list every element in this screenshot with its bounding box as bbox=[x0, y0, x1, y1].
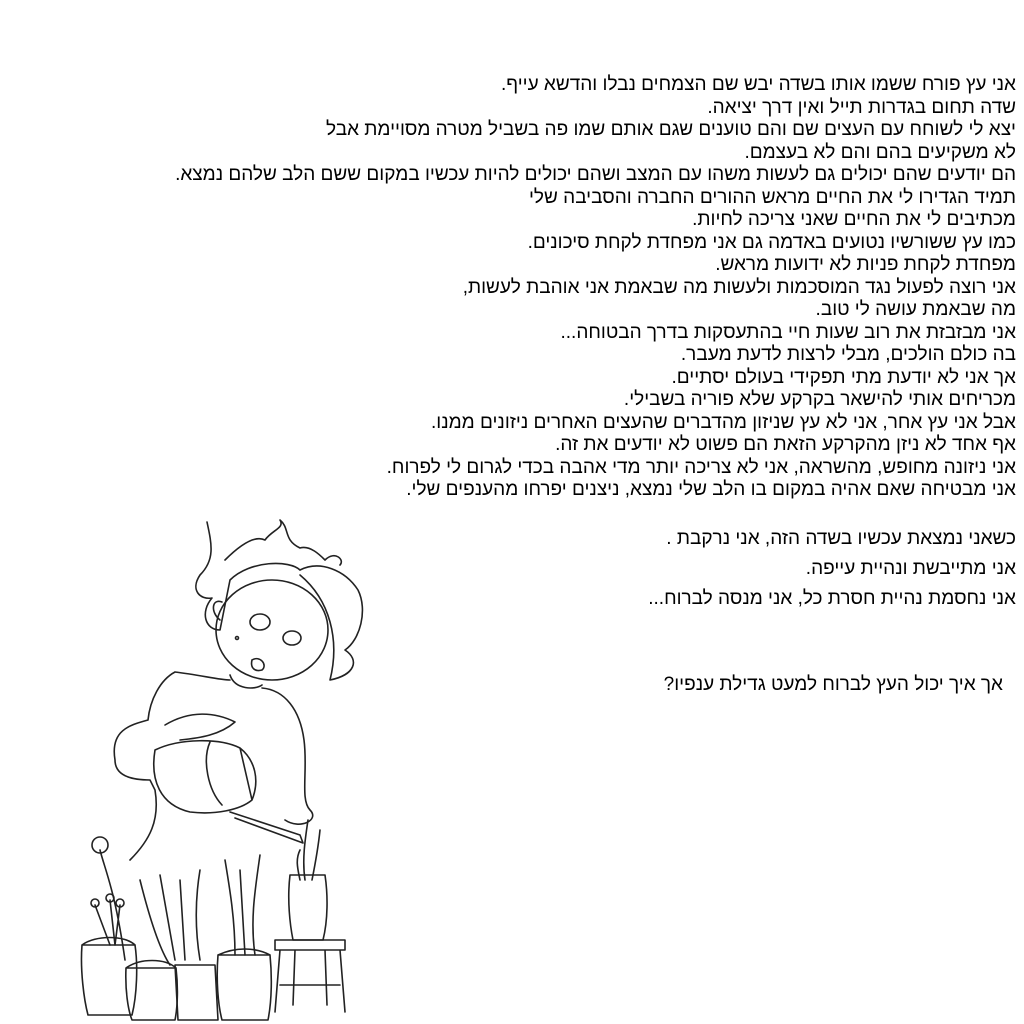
arm bbox=[165, 714, 235, 740]
poem-line: אני ניזונה מחופש, מהשראה, אני לא צריכה יותר מדי אהבה בכדי לגרום לי לפרוח. bbox=[386, 456, 1016, 478]
poem-line: אני נחסמת נהיית חסרת כל, אני מנסה לברוח... bbox=[648, 588, 1016, 609]
pot bbox=[217, 949, 271, 1020]
poem-line: הם יודעים שהם יכולים גם לעשות משהו עם המצב ושהם יכולים להיות עכשיו במקום ששם הלב שלהם נמצא. bbox=[175, 164, 1016, 185]
poem-line: אך אני לא יודעת מתי תפקידי בעולם יסתיים. bbox=[671, 366, 1016, 388]
poem-line: יצא לי לשוחח עם העצים שם והם טוענים שגם אותם שמו פה בשביל מטרה מסויימת אבל bbox=[326, 119, 1016, 140]
hair bbox=[196, 520, 363, 680]
face bbox=[216, 580, 328, 680]
poem-line: בה כולם הולכים, מבלי לרצות לדעת מעבר. bbox=[680, 344, 1016, 365]
poem-line: אני עץ פורח ששמו אותו בשדה יבש שם הצמחים נבלו והדשא עייף. bbox=[500, 74, 1016, 95]
poem-line: לא משקיעים בהם והם לא בעצמם. bbox=[744, 141, 1016, 163]
mouth bbox=[252, 659, 265, 671]
poem-line: אני רוצה לפעול נגד המוסכמות ולעשות מה שבאמת אני אוהבת לעשות, bbox=[462, 276, 1016, 298]
poem-line: אני מתייבשת ונהיית עייפה. bbox=[805, 558, 1016, 579]
eye-right bbox=[283, 631, 301, 645]
vase bbox=[289, 875, 327, 940]
poem-line: אבל אני עץ אחר, אני לא עץ שניזון מהדברים שהעצים האחרים ניזונים ממנו. bbox=[431, 411, 1016, 433]
poem-line: מה שבאמת עושה לי טוב. bbox=[815, 299, 1016, 320]
poem-line: אף אחד לא ניזן מהקרקע הזאת הם פשוט לא יודעים את זה. bbox=[555, 434, 1016, 455]
closing-question: אך איך יכול העץ לברוח למעט גדילת ענפיו? bbox=[663, 674, 1003, 695]
sweater bbox=[114, 672, 312, 860]
eye-left bbox=[250, 614, 270, 630]
poem-line: שדה תחום בגדרות תייל ואין דרך יציאה. bbox=[707, 96, 1016, 118]
poem-line: כשאני נמצאת עכשיו בשדה הזה, אני נרקבת . bbox=[666, 528, 1016, 549]
poem-line: כמו עץ ששורשיו נטועים באדמה גם אני מפחדת לקחת סיכונים. bbox=[527, 231, 1016, 253]
neck bbox=[230, 675, 262, 688]
poem-line: מפחדת לקחת פניות לא ידועות מראש. bbox=[715, 254, 1016, 275]
poem-line: מכריחים אותי להישאר בקרקע שלא פוריה בשבילי. bbox=[623, 389, 1016, 410]
plant-stems bbox=[95, 820, 320, 965]
poem-line: אני מבזבזת את רוב שעות חיי בהתעסקות בדרך הבטוחה... bbox=[560, 321, 1016, 343]
pot bbox=[175, 965, 218, 1020]
poem-line: מכתיבים לי את החיים שאני צריכה לחיות. bbox=[692, 209, 1016, 230]
poem-line: אני מבטיחה שאם אהיה במקום בו הלב שלי נמצא, ניצנים יפרחו מהענפים שלי. bbox=[406, 479, 1016, 500]
beauty-mark bbox=[236, 637, 239, 640]
stool bbox=[275, 940, 345, 1012]
watering-can bbox=[154, 741, 303, 843]
poem-line: תמיד הגדירו לי את החיים מראש ההורים החברה והסביבה שלי bbox=[529, 186, 1016, 208]
